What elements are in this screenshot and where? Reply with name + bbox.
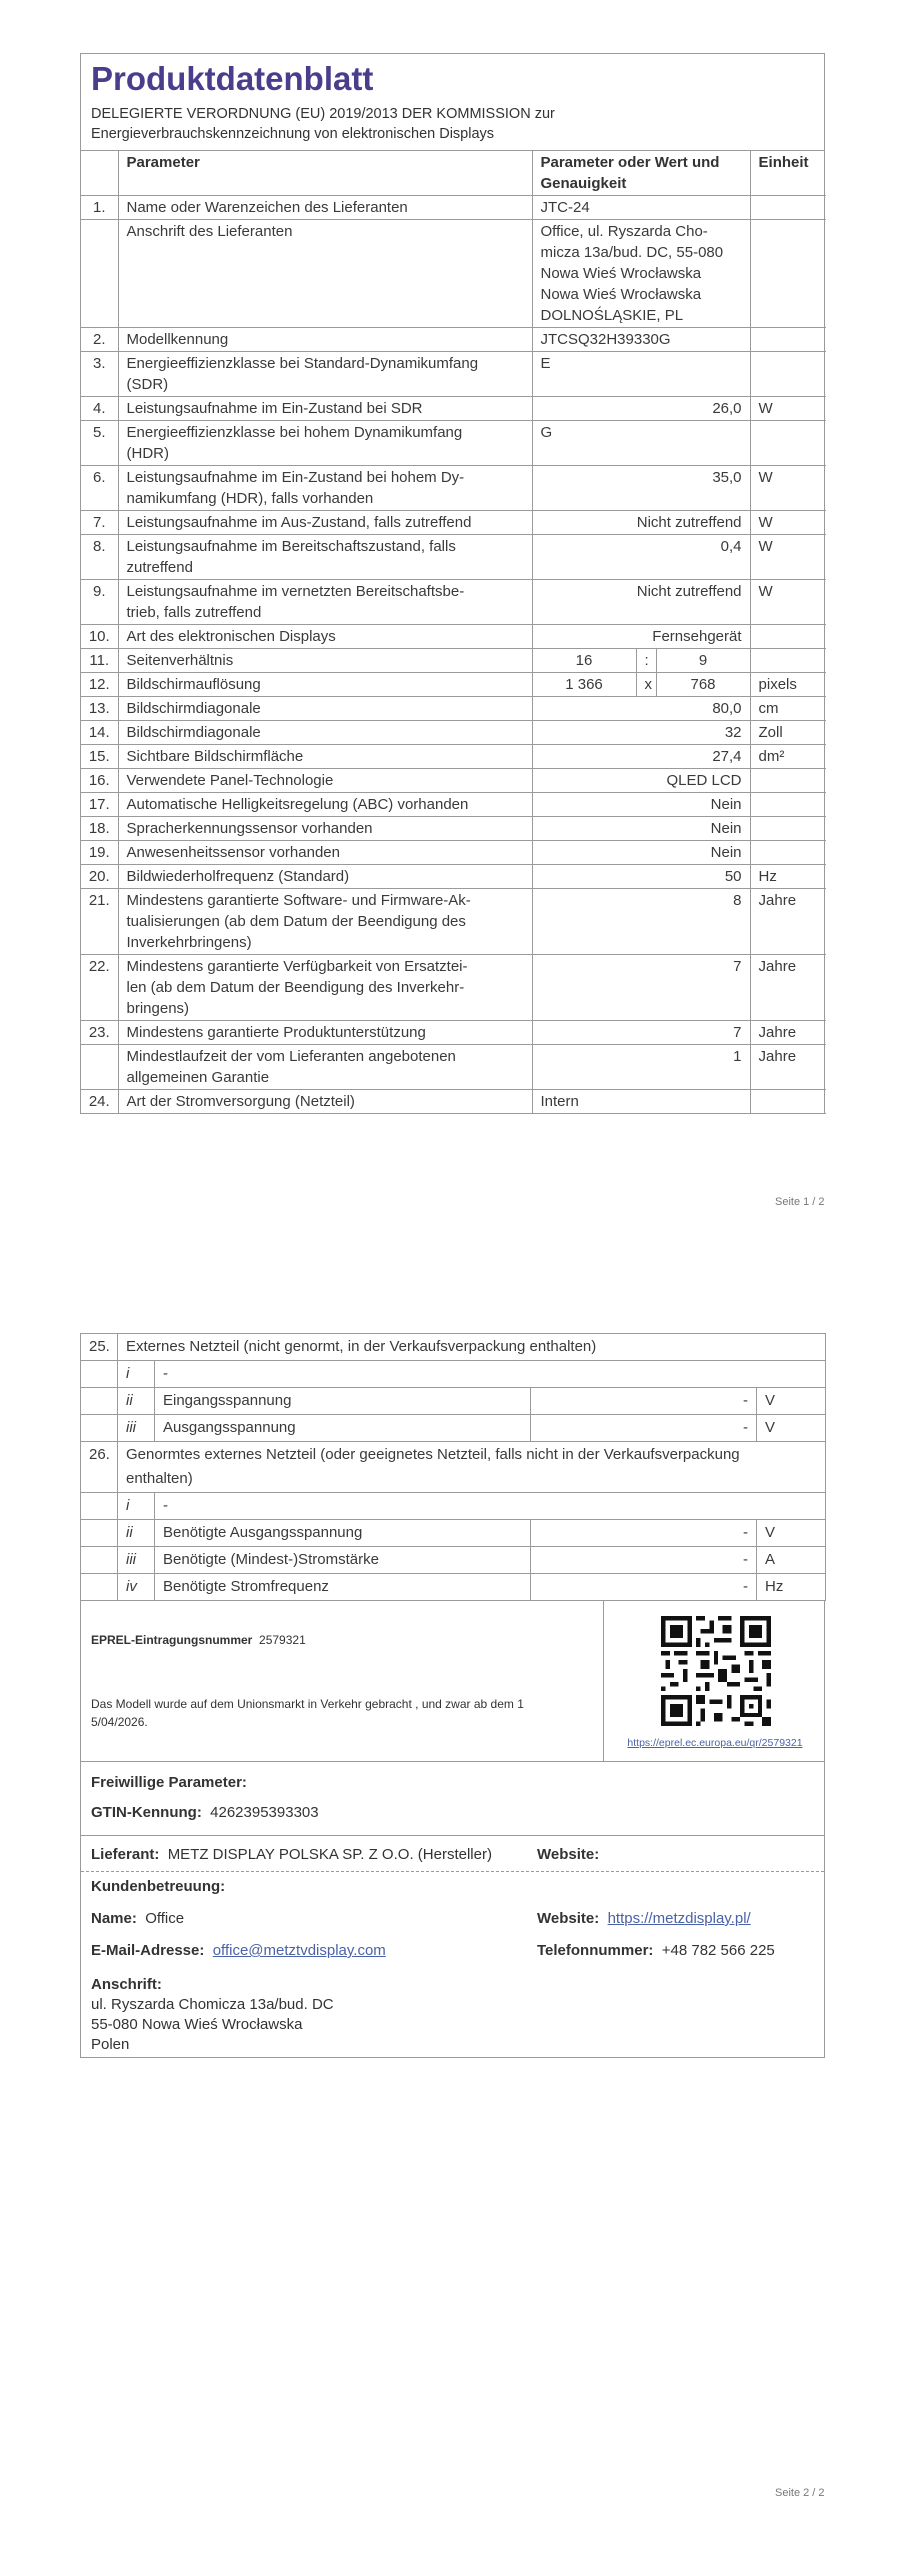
page-number: Seite 1 / 2 bbox=[775, 1196, 825, 1208]
table-row: i - bbox=[81, 1361, 826, 1388]
supplier-field: Lieferant: METZ DISPLAY POLSKA SP. Z O.O. (Hersteller) bbox=[91, 1846, 492, 1863]
table-row: Anschrift des Lieferanten Office, ul. Ryszarda Cho- micza 13a/bud. DC, 55-080 Nowa Wieś Wrocławska Nowa Wieś Wrocławska DOLNOŚLĄSKIE, PL bbox=[81, 220, 826, 328]
customer-service-title: Kundenbetreuung: bbox=[91, 1878, 226, 1895]
header-value: Parameter oder Wert und Genauigkeit bbox=[532, 151, 750, 196]
table-row: 15. Sichtbare Bildschirmfläche 27,4 dm² bbox=[81, 745, 826, 769]
parameter-table bbox=[81, 151, 826, 1114]
table-row: 4. Leistungsaufnahme im Ein-Zustand bei SDR 26,0 W bbox=[81, 397, 826, 421]
table-row: 21. Mindestens garantierte Software- und Firmware-Ak- tualisierungen (ab dem Datum der Beendigung des Inverkehrbringens) 8 Jahre bbox=[81, 889, 826, 955]
address-block: ul. Ryszarda Chomicza 13a/bud. DC 55-080 Nowa Wieś Wrocławska Polen bbox=[91, 1996, 334, 2053]
table-row: 9. Leistungsaufnahme im vernetzten Bereitschaftsbe- trieb, falls zutreffend Nicht zutreffend W bbox=[81, 580, 826, 625]
qr-code-icon[interactable] bbox=[661, 1616, 771, 1726]
table-row: 23. Mindestens garantierte Produktunterstützung 7 Jahre bbox=[81, 1021, 826, 1045]
address-label: Anschrift: bbox=[91, 1976, 162, 1993]
table-row: iii Benötigte (Mindest-)Stromstärke - A bbox=[81, 1547, 826, 1574]
table-row: 24. Art der Stromversorgung (Netzteil) Intern bbox=[81, 1090, 826, 1114]
header-parameter: Parameter bbox=[118, 151, 532, 196]
eprel-qr-link[interactable]: https://eprel.ec.europa.eu/qr/2579321 bbox=[627, 1737, 803, 1749]
table-row: i - bbox=[81, 1493, 826, 1520]
voluntary-params-title: Freiwillige Parameter: bbox=[91, 1774, 247, 1791]
table-row: Mindestlaufzeit der vom Lieferanten angebotenen allgemeinen Garantie 1 Jahre bbox=[81, 1045, 826, 1090]
table-row: 5. Energieeffizienzklasse bei hohem Dynamikumfang (HDR) G bbox=[81, 421, 826, 466]
supplier-info-box bbox=[80, 1600, 825, 2058]
table-row: 14. Bildschirmdiagonale 32 Zoll bbox=[81, 721, 826, 745]
table-row: iii Ausgangsspannung - V bbox=[81, 1415, 826, 1442]
table-row: ii Eingangsspannung - V bbox=[81, 1388, 826, 1415]
service-phone-field: Telefonnummer: +48 782 566 225 bbox=[537, 1942, 775, 1959]
table-row: 17. Automatische Helligkeitsregelung (ABC) vorhanden Nein bbox=[81, 793, 826, 817]
table-row: 6. Leistungsaufnahme im Ein-Zustand bei hohem Dy- namikumfang (HDR), falls vorhanden 35,0 W bbox=[81, 466, 826, 511]
supplier-website-label: Website: bbox=[537, 1846, 600, 1863]
table-row: 11. Seitenverhältnis 16 : 9 bbox=[81, 649, 826, 673]
table-row: 3. Energieeffizienzklasse bei Standard-Dynamikumfang (SDR) E bbox=[81, 352, 826, 397]
gtin-field: GTIN-Kennung: 4262395393303 bbox=[91, 1804, 319, 1821]
service-website-field: Website: https://metzdisplay.pl/ bbox=[537, 1910, 751, 1927]
page-number: Seite 2 / 2 bbox=[775, 2487, 825, 2499]
table-row: 13. Bildschirmdiagonale 80,0 cm bbox=[81, 697, 826, 721]
table-row: ii Benötigte Ausgangsspannung - V bbox=[81, 1520, 826, 1547]
product-datasheet bbox=[80, 53, 825, 1114]
table-row: 12. Bildschirmauflösung 1 366 x 768 pixels bbox=[81, 673, 826, 697]
table-row: 7. Leistungsaufnahme im Aus-Zustand, falls zutreffend Nicht zutreffend W bbox=[81, 511, 826, 535]
email-link[interactable]: office@metztvdisplay.com bbox=[212, 1942, 386, 1959]
table-row: 8. Leistungsaufnahme im Bereitschaftszustand, falls zutreffend 0,4 W bbox=[81, 535, 826, 580]
eprel-number: 2579321 bbox=[259, 1633, 306, 1647]
regulation-subtitle: DELEGIERTE VERORDNUNG (EU) 2019/2013 DER KOMMISSION zur Energieverbrauchskennzeichnung von elektronischen Displays bbox=[81, 98, 824, 151]
table-header bbox=[81, 151, 826, 196]
table-row: 10. Art des elektronischen Displays Fernsehgerät bbox=[81, 625, 826, 649]
service-name-field: Name: Office bbox=[91, 1910, 185, 1927]
table-row: 18. Spracherkennungssensor vorhanden Nein bbox=[81, 817, 826, 841]
eprel-label: EPREL-Eintragungsnummer bbox=[91, 1633, 253, 1647]
table-row: 26. Genormtes externes Netzteil (oder geeignetes Netzteil, falls nicht in der Verkaufsverpackung enthalten) bbox=[81, 1442, 826, 1493]
table-row: 20. Bildwiederholfrequenz (Standard) 50 Hz bbox=[81, 865, 826, 889]
table-row: 16. Verwendete Panel-Technologie QLED LCD bbox=[81, 769, 826, 793]
service-email-field: E-Mail-Adresse: office@metztvdisplay.com bbox=[91, 1942, 386, 1959]
eprel-section bbox=[81, 1601, 603, 1761]
table-row: 1. Name oder Warenzeichen des Lieferanten JTC-24 bbox=[81, 196, 826, 220]
qr-section bbox=[603, 1601, 825, 1761]
table-row: iv Benötigte Stromfrequenz - Hz bbox=[81, 1574, 826, 1601]
market-placement-note: Das Modell wurde auf dem Unionsmarkt in Verkehr gebracht , und zwar ab dem 1 5/04/2026. bbox=[91, 1697, 524, 1729]
table-row: 19. Anwesenheitssensor vorhanden Nein bbox=[81, 841, 826, 865]
header-unit: Einheit bbox=[750, 151, 826, 196]
table-row: 2. Modellkennung JTCSQ32H39330G bbox=[81, 328, 826, 352]
external-power-supply-table bbox=[80, 1333, 825, 1601]
website-link[interactable]: https://metzdisplay.pl/ bbox=[607, 1910, 751, 1927]
table-row: 22. Mindestens garantierte Verfügbarkeit von Ersatztei- len (ab dem Datum der Beendigung des Inverkehr- bringens) 7 Jahre bbox=[81, 955, 826, 1021]
table-row: 25. Externes Netzteil (nicht genormt, in der Verkaufsverpackung enthalten) bbox=[81, 1334, 826, 1361]
page-title: Produktdatenblatt bbox=[91, 60, 374, 97]
